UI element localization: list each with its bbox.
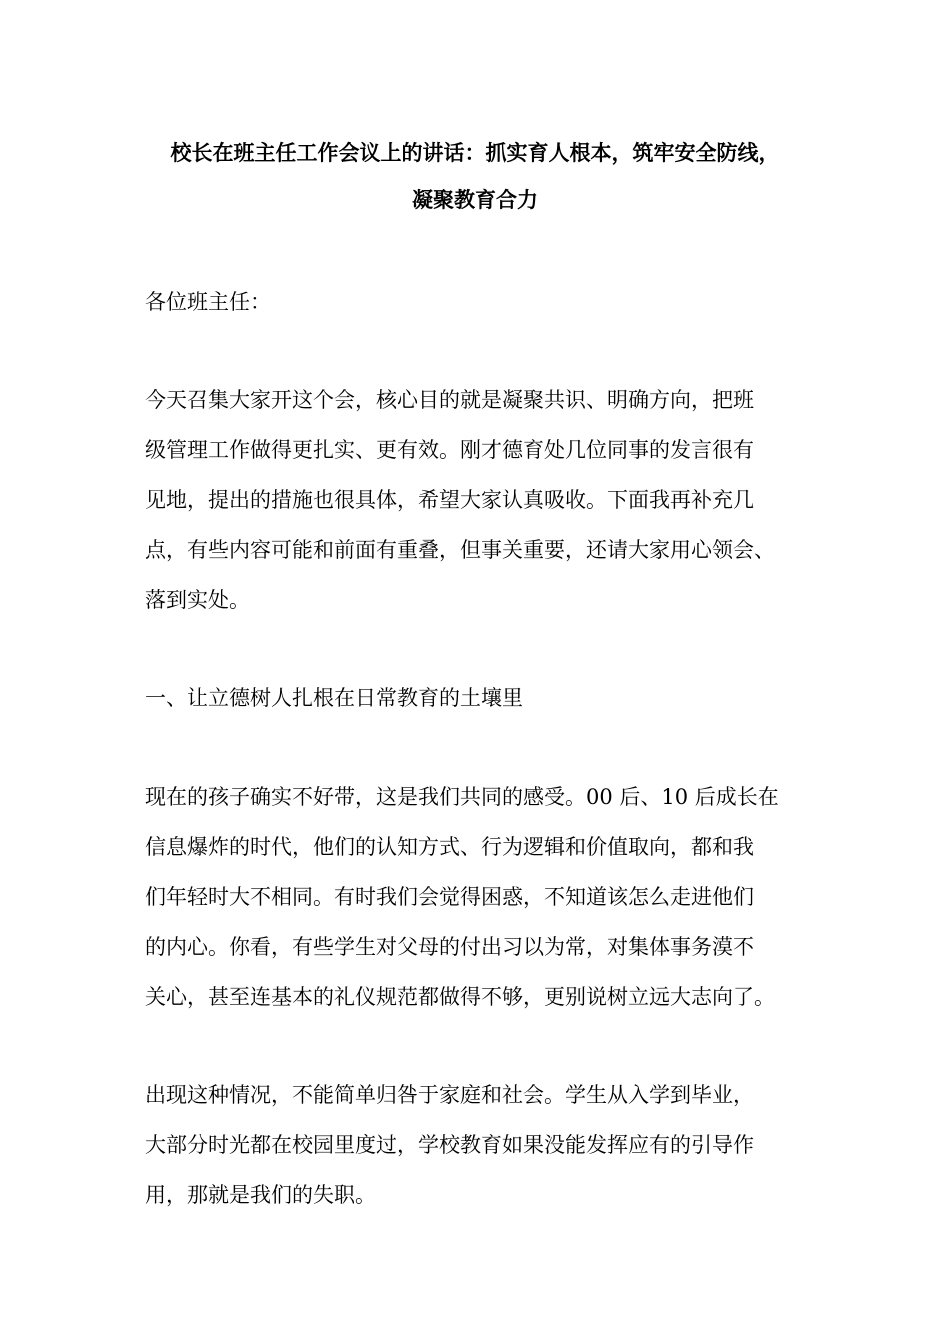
paragraph-line: 今天召集大家开这个会，核心目的就是凝聚共识、明确方向，把班 — [145, 388, 754, 412]
paragraph-line: 级管理工作做得更扎实、更有效。刚才德育处几位同事的发言很有 — [145, 438, 754, 462]
paragraph-line: 用，那就是我们的失职。 — [145, 1183, 376, 1207]
paragraph-line: 点，有些内容可能和前面有重叠，但事关重要，还请大家用心领会、 — [145, 538, 775, 562]
salutation: 各位班主任： — [145, 290, 271, 314]
paragraph-line: 落到实处。 — [145, 588, 250, 612]
document-title-line2: 凝聚教育合力 — [412, 187, 538, 212]
paragraph-line: 见地，提出的措施也很具体，希望大家认真吸收。下面我再补充几 — [145, 488, 754, 512]
paragraph-line: 大部分时光都在校园里度过，学校教育如果没能发挥应有的引导作 — [145, 1133, 754, 1157]
paragraph-line: 的内心。你看，有些学生对父母的付出习以为常，对集体事务漠不 — [145, 935, 754, 959]
paragraph-line: 出现这种情况，不能简单归咎于家庭和社会。学生从入学到毕业， — [145, 1083, 754, 1107]
paragraph-line: 关心，甚至连基本的礼仪规范都做得不够，更别说树立远大志向了。 — [145, 985, 775, 1009]
section-heading: 一、让立德树人扎根在日常教育的土壤里 — [145, 686, 523, 710]
paragraph-line: 们年轻时大不相同。有时我们会觉得困惑，不知道该怎么走进他们 — [145, 885, 754, 909]
paragraph-line: 信息爆炸的时代，他们的认知方式、行为逻辑和价值取向，都和我 — [145, 835, 754, 859]
paragraph-line: 现在的孩子确实不好带，这是我们共同的感受。00 后、10 后成长在 — [145, 785, 779, 809]
document-title-line1: 校长在班主任工作会议上的讲话：抓实育人根本，筑牢安全防线， — [170, 140, 780, 165]
